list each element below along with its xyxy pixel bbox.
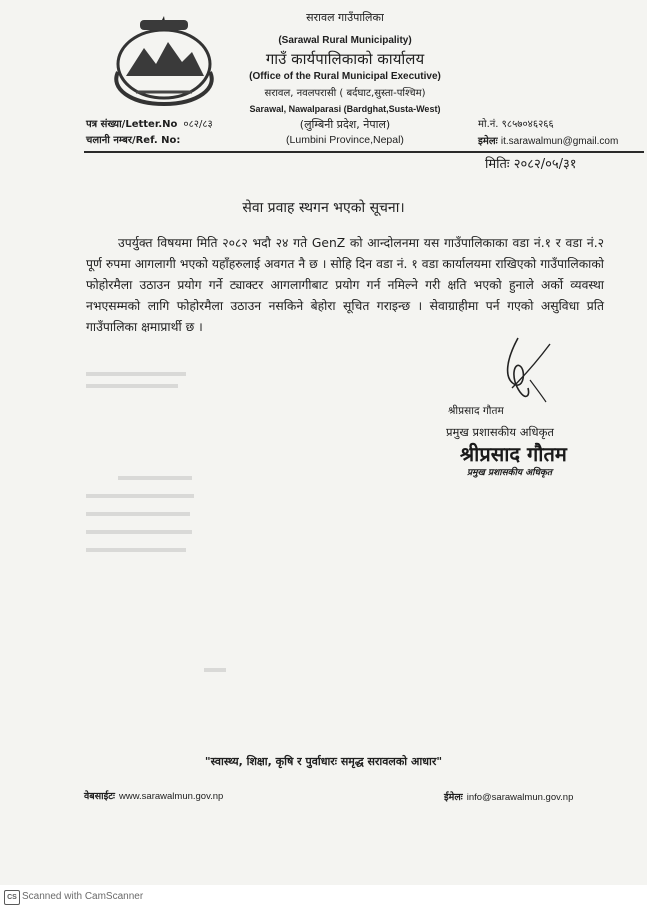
website-label: वेबसाईटः: [84, 791, 115, 802]
camscanner-logo-icon: CS: [4, 890, 20, 905]
footer-email: [444, 790, 573, 803]
scanner-watermark-bar: [0, 885, 647, 910]
phone-value: ९८५७०४६२६६: [501, 119, 554, 130]
ref-number-label: चलानी नम्बर/Ref. No:: [86, 135, 181, 146]
notice-subject: सेवा प्रवाह स्थगन भएको सूचना।: [242, 200, 405, 216]
nepal-emblem-icon: [100, 12, 228, 110]
province-np: (लुम्बिनी प्रदेश, नेपाल): [299, 118, 391, 131]
municipality-name-en: (Sarawal Rural Municipality): [278, 35, 412, 46]
office-name-en: (Office of the Rural Municipal Executive): [249, 71, 441, 82]
footer-website: [84, 789, 223, 802]
date-label: मितिः: [485, 157, 510, 172]
stamp-title: प्रमुख प्रशासकीय अधिकृत: [467, 468, 553, 478]
date-value: २०८२/०५/३१: [513, 157, 577, 172]
website-value: www.sarawalmun.gov.np: [118, 791, 224, 802]
phone-number: [478, 116, 554, 130]
phone-label: मो.नं.: [478, 119, 499, 130]
letter-number-label: पत्र संख्या/Letter.No: [86, 119, 178, 130]
address-np: सरावल, नवलपरासी ( बर्दघाट,सुस्ता-पश्चिम): [264, 88, 426, 99]
signatory-title: प्रमुख प्रशासकीय अधिकृत: [446, 425, 554, 439]
notice-body-paragraph: उपर्युक्त विषयमा मिति २०८२ भदौ २४ गते GenZ को आन्दोलनमा यस गाउँपालिकाका वडा नं.१ र वडा नं.२ पूर्ण रुपमा आगलागी भएको यहाँहरुलाई अवगत नै छ । सोहि दिन वडा नं. १ वडा कार्यालयमा राखिएको गाउँपालिकाको फोहोरमैला उठाउन प्रयोग गर्ने ट्याक्टर आगलागीबाट प्रयोग गर्न नमिल्ने गरी क्षति भएको हुनाले अर्को व्यवस्था नभएसम्मको लागि फोहोरमैला उठाउन नसकिने बेहोरा सूचित गराइन्छ । सेवाग्राहीमा पर्न गएको असुविधा प्रति गाउँपालिका क्षमाप्रार्थी छ ।: [86, 236, 604, 334]
letter-number-value: ०८२/८३: [183, 119, 213, 130]
footer-email-value: info@sarawalmun.gov.np: [466, 792, 574, 803]
office-name-np: गाउँ कार्यपालिकाको कार्यालय: [265, 50, 425, 68]
letter-number: [86, 116, 213, 130]
email-label: इमेलः: [478, 136, 498, 147]
contact-email: [478, 133, 618, 147]
footer-email-label: ईमेलः: [444, 792, 463, 803]
municipality-name-np: सरावल गाउँपालिका: [306, 11, 384, 24]
scanner-watermark-text: Scanned with CamScanner: [22, 891, 144, 902]
email-value: it.sarawalmun@gmail.com: [500, 136, 619, 147]
province-en: (Lumbini Province,Nepal): [286, 134, 404, 146]
signatory-name: श्रीप्रसाद गौतम: [448, 405, 504, 417]
footer-motto: "स्वास्थ्य, शिक्षा, कृषि र पुर्वाधारः समृद्ध सरावलको आधार": [204, 755, 443, 768]
stamp-name: श्रीप्रसाद गौतम: [460, 442, 567, 466]
handwritten-signature-icon: [490, 330, 560, 410]
header-divider: [84, 151, 644, 153]
address-en: Sarawal, Nawalparasi (Bardghat,Susta-West): [249, 104, 441, 114]
letter-date: [485, 154, 577, 172]
notice-body: [86, 233, 604, 338]
